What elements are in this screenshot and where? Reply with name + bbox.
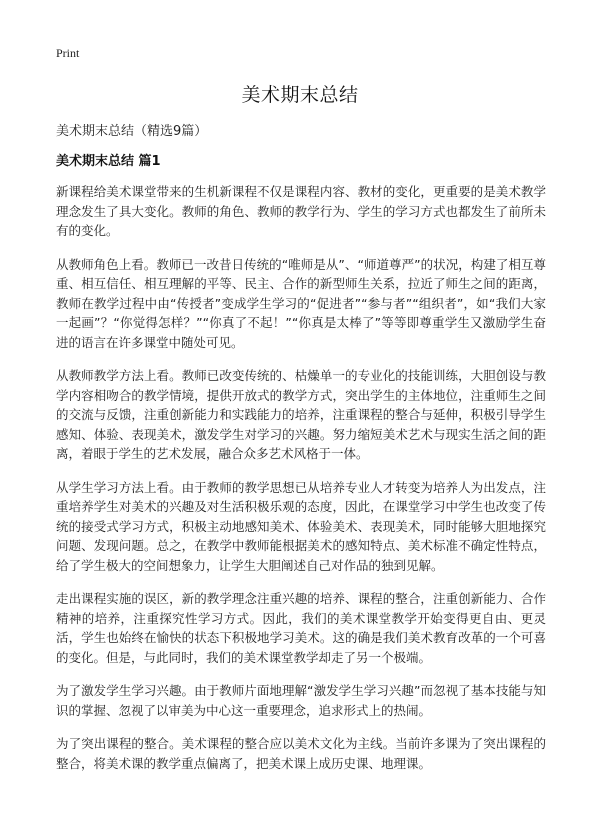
paragraph-3: 从教师教学方法上看。教师已改变传统的、枯燥单一的专业化的技能训练，大胆创设与教学内容相吻合的教学情境，提供开放式的教学方式，突出学生的主体地位，注重师生之间的交流与反馈，注重创新能力和实践能力的培养，注重课程的整合与延伸，积极引导学生感知、体验、表现美术，激发学生对学习的兴趣。努力缩短美术艺术与现实生活之间的距离，着眼于学生的艺术发展，融合众多艺术风格于一体。 <box>56 368 546 461</box>
print-link[interactable]: Print <box>56 46 80 60</box>
paragraph-1: 新课程给美术课堂带来的生机新课程不仅是课程内容、教材的变化，更重要的是美术教学理念发生了具大变化。教师的角色、教师的教学行为、学生的学习方式也都发生了前所未有的变化。 <box>56 184 546 238</box>
paragraph-2: 从教师角色上看。教师已一改昔日传统的“唯师是从”、“师道尊严”的状况，构建了相互尊重、相互信任、相互理解的平等、民主、合作的新型师生关系，拉近了师生之间的距离，教师在教学过程中由“传授者”变成学生学习的“促进者”“参与者”“组织者”，如“我们大家一起画”？“你觉得怎样？”“你真了不起！”“你真是太棒了”等等即尊重学生又激励学生奋进的语言在许多课堂中随处可见。 <box>56 256 546 350</box>
section-heading: 美术期末总结 篇1 <box>56 154 161 169</box>
document-title: 美术期末总结 <box>241 84 359 106</box>
paragraph-7: 为了突出课程的整合。美术课程的整合应以美术文化为主线。当前许多课为了突出课程的整合，将美术课的教学重点偏离了，把美术课上成历史课、地理课。 <box>56 736 546 771</box>
body-text <box>56 182 546 787</box>
paragraph-5: 走出课程实施的误区，新的教学理念注重兴趣的培养、课程的整合，注重创新能力、合作精神的培养，注重探究性学习方式。因此，我们的美术课堂教学开始变得更自由、更灵活，学生也始终在愉快的状态下积极地学习美术。这的确是我们美术教育改革的一个可喜的变化。但是，与此同时，我们的美术课堂教学却走了另一个极端。 <box>56 591 546 665</box>
paragraph-4: 从学生学习方法上看。由于教师的教学思想已从培养专业人才转变为培养人为出发点，注重培养学生对美术的兴趣及对生活积极乐观的态度，因此，在课堂学习中学生也改变了传统的接受式学习方式，积极主动地感知美术、体验美术、表现美术，同时能够大胆地探究问题、发现问题。总之，在教学中教师能根据美术的感知特点、美术标准不确定性特点，给了学生极大的空间想象力，让学生大胆阐述自己对作品的独到见解。 <box>56 479 546 573</box>
paragraph-6: 为了激发学生学习兴趣。由于教师片面地理解“激发学生学习兴趣”而忽视了基本技能与知识的掌握、忽视了以审美为中心这一重要理念，追求形式上的热闹。 <box>56 683 546 718</box>
document-subtitle: 美术期末总结（精选9篇） <box>56 124 208 139</box>
